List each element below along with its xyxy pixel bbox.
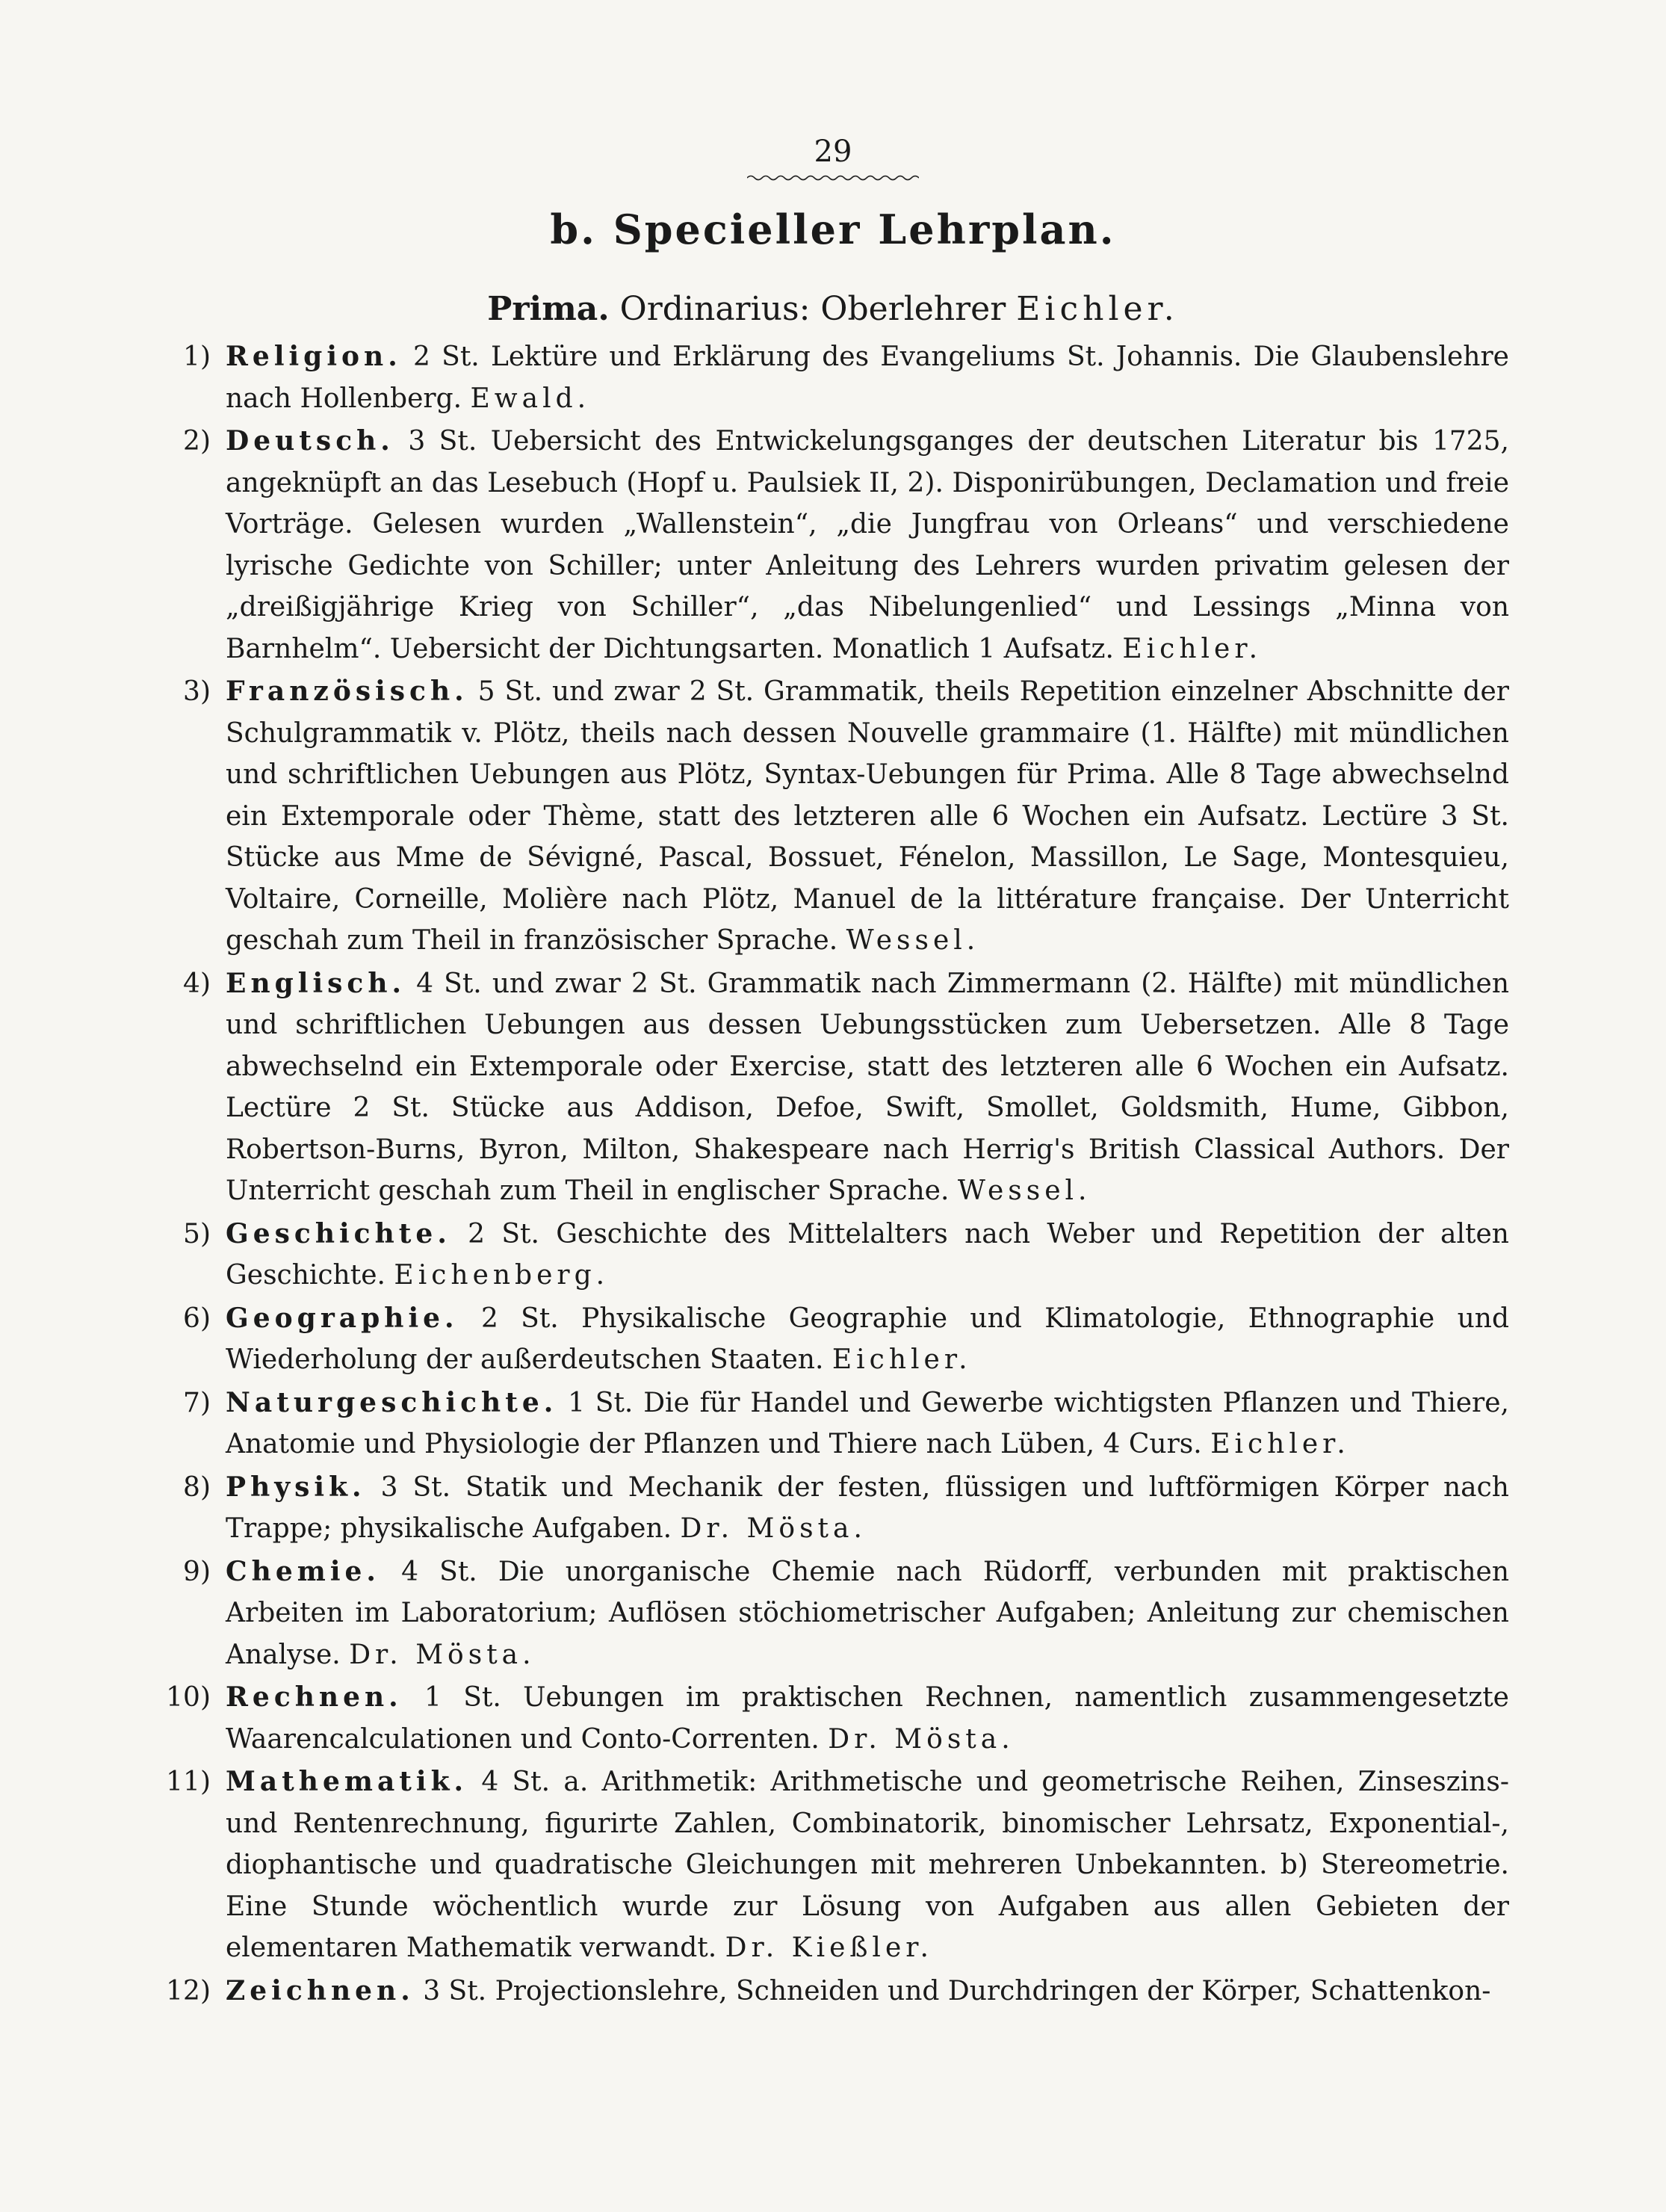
entry-teacher: Eichenberg. [394,1260,610,1291]
entry-number: 12) [166,1975,211,2006]
entry-teacher: Wessel. [846,925,980,956]
entry-teacher: Eichler. [1210,1429,1350,1459]
curriculum-entry [149,671,1509,962]
entry-subject: Geographie. [226,1302,459,1334]
curriculum-entry [149,1467,1509,1550]
entry-teacher: Dr. Mösta. [349,1639,536,1670]
entry-text: 1 St. Uebungen im praktischen Rechnen, namentlich zusammengesetzte Waarencalculationen und Conto-Correnten. [226,1682,1509,1755]
entry-number: 9) [183,1556,211,1587]
entry-text: 3 St. Projectionslehre, Schneiden und Durchdringen der Körper, Schattenkon- [423,1975,1491,2006]
entry-subject: Mathematik. [226,1766,468,1797]
entry-number: 2) [183,426,211,457]
entry-body [226,421,1509,670]
curriculum-entry [149,1298,1509,1381]
entry-body [226,1298,1509,1381]
entry-teacher: Wessel. [957,1175,1091,1206]
entry-body [226,1551,1509,1676]
entry-subject: Physik. [226,1471,366,1503]
curriculum-entry [149,1382,1509,1465]
class-heading [0,290,1666,328]
entry-number: 3) [183,676,211,707]
ordinarius-label: Ordinarius: Oberlehrer [619,290,1006,328]
curriculum-entry [149,1214,1509,1297]
ordinarius-teacher: Eichler. [1016,290,1179,328]
entry-text: 4 St. Die unorganische Chemie nach Rüdorff, verbunden mit praktischen Arbeiten im Laboratorium; Auflösen stöchiometrischer Aufgaben; Anleitung zur chemischen Analyse. [226,1556,1509,1670]
entry-number: 6) [183,1303,211,1334]
entry-number: 8) [183,1471,211,1503]
entry-body [226,1214,1509,1297]
entry-text: 3 St. Statik und Mechanik der festen, flüssigen und luftförmigen Körper nach Trappe; physikalische Aufgaben. [226,1471,1509,1544]
curriculum-entry [149,1761,1509,1969]
entry-subject: Chemie. [226,1555,380,1587]
entry-subject: Deutsch. [226,425,394,457]
curriculum-entry [149,1971,1509,2012]
entry-text: 3 St. Uebersicht des Entwickelungsganges der deutschen Literatur bis 1725, angeknüpft an das Lesebuch (Hopf u. Paulsiek II, 2). Disponirübungen, Declamation und freie Vorträge. Gelesen wurden „Wallenstein“, „die Jungfrau von Orleans“ und verschiedene lyrische Gedichte von Schiller; unter Anleitung des Lehrers wurden privatim gelesen der „dreißigjährige Krieg von Schiller“, „das Nibelungenlied“ und Lessings „Minna von Barnhelm“. Uebersicht der Dichtungsarten. Monatlich 1 Aufsatz. [226,426,1510,664]
entry-body [226,671,1509,962]
curriculum-entry [149,1551,1509,1676]
entry-body [226,963,1509,1212]
page-number: 29 [814,135,852,169]
entry-teacher: Ewald. [470,383,591,414]
entry-body [226,1971,1509,2012]
entry-text: 4 St. und zwar 2 St. Grammatik nach Zimmermann (2. Hälfte) mit mündlichen und schriftlichen Uebungen aus dessen Uebungsstücken zum Uebersetzen. Alle 8 Tage abwechselnd ein Extemporale oder Exercise, statt des letzteren alle 6 Wochen ein Aufsatz. Lectüre 2 St. Stücke aus Addison, Defoe, Swift, Smollet, Goldsmith, Hume, Gibbon, Robertson-Burns, Byron, Milton, Shakespeare nach Herrig's British Classical Authors. Der Unterricht geschah zum Theil in englischer Sprache. [226,968,1509,1206]
entry-subject: Zeichnen. [226,1974,415,2006]
entry-subject: Naturgeschichte. [226,1386,558,1418]
entry-subject: Französisch. [226,676,468,707]
entry-number: 10) [166,1682,211,1713]
curriculum-entry [149,963,1509,1212]
entry-text: 2 St. Geschichte des Mittelalters nach Weber und Repetition der alten Geschichte. [226,1218,1509,1291]
entry-number: 7) [183,1387,211,1418]
entry-subject: Religion. [226,341,402,372]
entry-subject: Rechnen. [226,1681,403,1713]
entry-subject: Geschichte. [226,1217,451,1249]
entry-teacher: Eichler. [832,1344,972,1375]
section-title: b. Specieller Lehrplan. [550,206,1116,253]
entry-body [226,1382,1509,1465]
entry-body [226,336,1509,419]
curriculum-entry [149,336,1509,419]
curriculum-entry [149,421,1509,670]
entry-body [226,1677,1509,1760]
entry-number: 4) [183,968,211,999]
class-name: Prima. [487,290,610,328]
entry-number: 5) [183,1218,211,1249]
entry-body [226,1761,1509,1969]
entry-text: 2 St. Lektüre und Erklärung des Evangeliums St. Johannis. Die Glaubenslehre nach Hollenberg. [226,342,1509,414]
entry-text: 4 St. a. Arithmetik: Arithmetische und geometrische Reihen, Zinseszins- und Rentenrechnung, figurirte Zahlen, Combinatorik, binomischer Lehrsatz, Exponential-, diophantische und quadratische Gleichungen mit mehreren Unbekannten. b) Stereometrie. Eine Stunde wöchentlich wurde zur Lösung von Aufgaben aus allen Gebieten der elementaren Mathematik verwandt. [226,1767,1509,1963]
entry-number: 11) [166,1767,211,1797]
curriculum-entry [149,1677,1509,1760]
entry-subject: Englisch. [226,967,406,999]
entry-teacher: Dr. Mösta. [680,1513,867,1544]
entry-body [226,1467,1509,1550]
entry-teacher: Dr. Kießler. [725,1933,933,1963]
entry-teacher: Dr. Mösta. [828,1723,1015,1755]
entry-number: 1) [183,342,211,372]
entry-text: 2 St. Physikalische Geographie und Klimatologie, Ethnographie und Wiederholung der außerdeutschen Staaten. [226,1303,1509,1375]
entry-teacher: Eichler. [1122,633,1263,664]
entry-text: 5 St. und zwar 2 St. Grammatik, theils Repetition einzelner Abschnitte der Schulgrammatik v. Plötz, theils nach dessen Nouvelle grammaire (1. Hälfte) mit mündlichen und schriftlichen Uebungen aus Plötz, Syntax-Uebungen für Prima. Alle 8 Tage abwechselnd ein Extemporale oder Thème, statt des letzteren alle 6 Wochen ein Aufsatz. Lectüre 3 St. Stücke aus Mme de Sévigné, Pascal, Bossuet, Fénelon, Massillon, Le Sage, Montesquieu, Voltaire, Corneille, Molière nach Plötz, Manuel de la littérature française. Der Unterricht geschah zum Theil in französischer Sprache. [226,676,1509,956]
wavy-rule [747,174,919,182]
entry-text: 1 St. Die für Handel und Gewerbe wichtigsten Pflanzen und Thiere, Anatomie und Physiologie der Pflanzen und Thiere nach Lüben, 4 Curs. [226,1387,1509,1459]
curriculum-list [149,336,1509,2013]
